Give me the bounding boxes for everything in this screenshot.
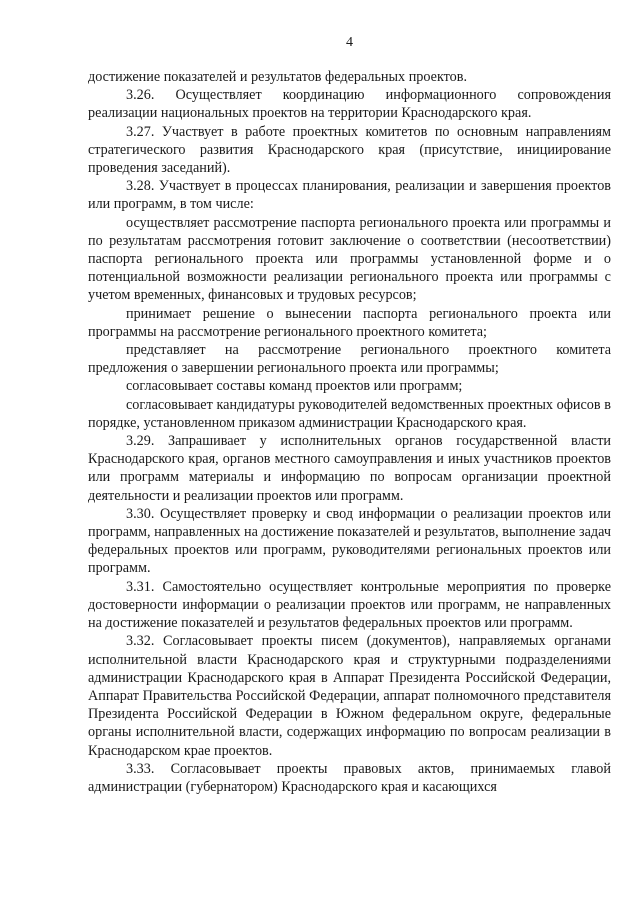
paragraph-3-30: 3.30. Осуществляет проверку и свод информации о реализации проектов или программ, направленных на достижение показателей и результатов, выполнение задач федеральных проектов или программ, руководителями региональных проектов или программ. bbox=[88, 505, 611, 577]
paragraph-3-26: 3.26. Осуществляет координацию информационного сопровождения реализации национальных проектов на территории Краснодарского края. bbox=[88, 87, 611, 122]
paragraph-3-32: 3.32. Согласовывает проекты писем (документов), направляемых органами исполнительной власти Краснодарского края и структурными подразделениями администрации Краснодарского края в Аппарат Президента Российской Федерации, Аппарат Правительства Российской Федерации, аппарат полномочного представителя Президента Российской Федерации в Южном федеральном округе, федеральные органы исполнительной власти, содержащих информацию по вопросам реализации в Краснодарском крае проектов. bbox=[88, 633, 611, 759]
paragraph-3-29: 3.29. Запрашивает у исполнительных органов государственной власти Краснодарского края, органов местного самоуправления и иных участников проектов или программ материалы и информацию по вопросам организации проектной деятельности и реализации проектов или программ. bbox=[88, 433, 611, 504]
paragraph-3-28-item-3: представляет на рассмотрение регионального проектного комитета предложения о завершении регионального проекта или программы; bbox=[88, 342, 611, 377]
page-number: 4 bbox=[346, 35, 353, 50]
paragraph-3-27: 3.27. Участвует в работе проектных комитетов по основным направлениям стратегического развития Краснодарского края (присутствие, инициирование проведения заседаний). bbox=[88, 123, 611, 177]
paragraph-3-33: 3.33. Согласовывает проекты правовых актов, принимаемых главой администрации (губернатором) Краснодарского края и касающихся bbox=[88, 760, 611, 795]
paragraph-continuation: достижение показателей и результатов федеральных проектов. bbox=[88, 69, 468, 85]
paragraph-3-28-item-1: осуществляет рассмотрение паспорта регионального проекта или программы и по результатам рассмотрения готовит заключение о соответствии (несоответствии) паспорта регионального проекта или программы установленной форме и о потенциальной возможности реализации регионального проекта или программы с учетом временных, финансовых и трудовых ресурсов; bbox=[88, 214, 611, 304]
paragraph-3-31: 3.31. Самостоятельно осуществляет контрольные мероприятия по проверке достоверности информации о реализации проектов или программ, не направленных на достижение показателей и результатов федеральных проектов или программ. bbox=[88, 578, 611, 632]
paragraph-3-28: 3.28. Участвует в процессах планирования, реализации и завершения проектов или программ, в том числе: bbox=[88, 178, 611, 213]
document-page bbox=[88, 34, 611, 796]
paragraph-3-28-item-5: согласовывает кандидатуры руководителей ведомственных проектных офисов в порядке, установленном приказом администрации Краснодарского края. bbox=[88, 396, 611, 431]
paragraph-3-28-item-2: принимает решение о вынесении паспорта регионального проекта или программы на рассмотрение регионального проектного комитета; bbox=[88, 305, 611, 340]
paragraph-3-28-item-4: согласовывает составы команд проектов или программ; bbox=[126, 378, 463, 395]
